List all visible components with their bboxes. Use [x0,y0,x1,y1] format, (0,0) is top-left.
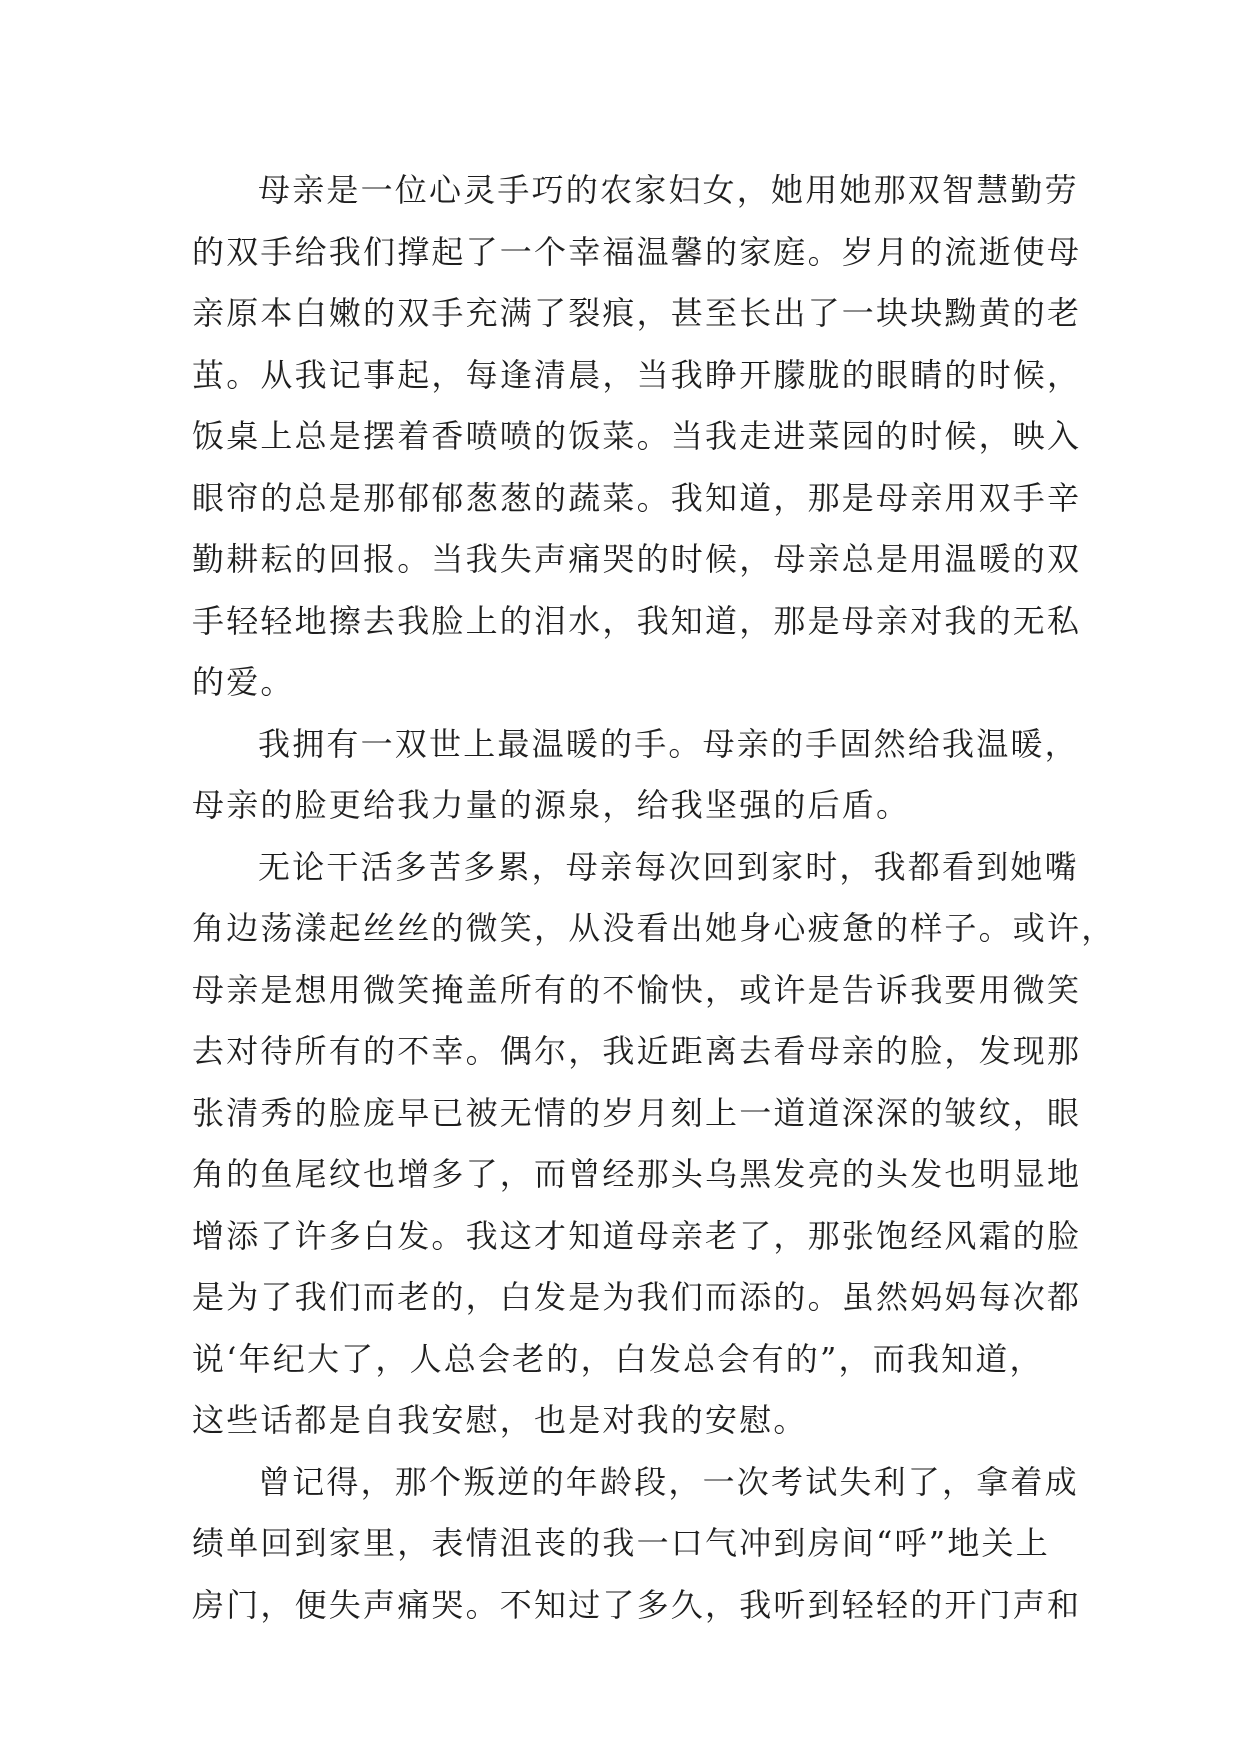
text-line: 是为了我们而老的，白发是为我们而添的。虽然妈妈每次都 [192,1278,1082,1316]
text-line: 亲原本白嫩的双手充满了裂痕，甚至长出了一块块黝黄的老 [192,294,1082,332]
text-line: 房门，便失声痛哭。不知过了多久，我听到轻轻的开门声和 [192,1585,1082,1624]
paragraph-4 [192,1452,1082,1637]
text-line: 我拥有一双世上最温暖的手。母亲的手固然给我温暖， [258,724,1079,763]
paragraph-3 [192,837,1116,1452]
text-line: 角的鱼尾纹也增多了，而曾经那头乌黑发亮的头发也明显地 [192,1155,1082,1193]
text-line: 张清秀的脸庞早已被无情的岁月刻上一道道深深的皱纹，眼 [192,1093,1082,1132]
text-line: 角边荡漾起丝丝的微笑，从没看出她身心疲惫的样子。或许， [192,909,1116,947]
text-line: 增添了许多白发。我这才知道母亲老了，那张饱经风霜的脸 [192,1216,1082,1255]
text-line: 勤耕耘的回报。当我失声痛哭的时候，母亲总是用温暖的双 [192,540,1082,578]
text-line: 母亲是一位心灵手巧的农家妇女，她用她那双智慧勤劳 [258,171,1079,209]
text-line: 茧。从我记事起，每逢清晨，当我睁开朦胧的眼睛的时候， [192,355,1082,394]
text-line: 手轻轻地擦去我脸上的泪水，我知道，那是母亲对我的无私 [192,601,1082,640]
body-text [192,160,1116,1636]
text-line: 母亲的脸更给我力量的源泉，给我坚强的后盾。 [192,786,911,824]
text-line: 说‘年纪大了，人总会老的，白发总会有的”，而我知道， [192,1339,1044,1378]
text-line: 饭桌上总是摆着香喷喷的饭菜。当我走进菜园的时候，映入 [192,417,1082,455]
text-line: 无论干活多苦多累，母亲每次回到家时，我都看到她嘴 [258,847,1079,886]
text-line: 曾记得，那个叛逆的年龄段，一次考试失利了，拿着成 [258,1462,1079,1501]
paragraph-1 [192,160,1082,714]
text-line: 绩单回到家里，表情沮丧的我一口气冲到房间“呼”地关上 [192,1524,1050,1562]
paragraph-2 [192,714,1079,837]
text-line: 母亲是想用微笑掩盖所有的不愉快，或许是告诉我要用微笑 [192,970,1082,1009]
text-line: 这些话都是自我安慰，也是对我的安慰。 [192,1401,808,1439]
text-line: 眼帘的总是那郁郁葱葱的蔬菜。我知道，那是母亲用双手辛 [192,478,1082,517]
text-line: 去对待所有的不幸。偶尔，我近距离去看母亲的脸，发现那 [192,1032,1082,1070]
text-line: 的爱。 [192,663,295,701]
text-line: 的双手给我们撑起了一个幸福温馨的家庭。岁月的流逝使母 [192,232,1082,271]
